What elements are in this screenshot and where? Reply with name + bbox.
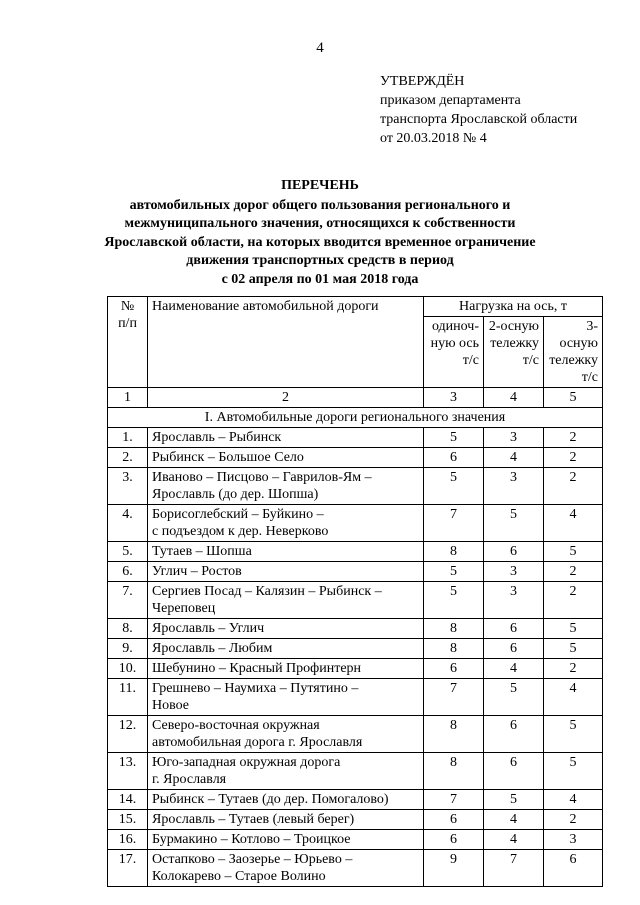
- load-single-axle: 6: [424, 810, 484, 830]
- heading-line: с 02 апреля по 01 мая 2018 года: [221, 271, 419, 287]
- header-two-axle-bogie: 2-осную тележку т/с: [484, 317, 544, 388]
- road-name-line: Ярославль (до дер. Шопша): [152, 487, 319, 502]
- approval-line: УТВЕРЖДЁН: [380, 74, 465, 89]
- approval-block: [380, 72, 630, 148]
- load-three-axle: 2: [544, 659, 603, 679]
- approval-line: приказом департамента: [380, 93, 521, 108]
- load-two-axle: 5: [484, 505, 544, 542]
- header-single-axle: одиноч- ную ось т/с: [424, 317, 484, 388]
- row-number: 11.: [108, 679, 148, 716]
- row-number: 7.: [108, 582, 148, 619]
- road-name-line: Остапково – Заозерье – Юрьево –: [152, 852, 353, 867]
- road-name-line: Борисоглебский – Буйкино –: [152, 507, 324, 522]
- header-axle-load: Нагрузка на ось, т: [424, 297, 603, 317]
- road-name-line: Ярославль – Углич: [152, 621, 265, 636]
- page-number: 4: [316, 40, 324, 56]
- road-name: [148, 468, 424, 505]
- index-cell: 4: [484, 388, 544, 408]
- road-name-line: Иваново – Писцово – Гаврилов-Ям –: [152, 470, 372, 485]
- road-name: [148, 639, 424, 659]
- road-name: [148, 679, 424, 716]
- load-two-axle: 4: [484, 659, 544, 679]
- table-row: [108, 562, 603, 582]
- load-three-axle: 2: [544, 582, 603, 619]
- row-number: 16.: [108, 830, 148, 850]
- road-name-line: Новое: [152, 698, 190, 713]
- row-number: 13.: [108, 753, 148, 790]
- row-number: 9.: [108, 639, 148, 659]
- approval-line: транспорта Ярославской области: [380, 112, 578, 127]
- table-row: [108, 850, 603, 887]
- road-name: [148, 428, 424, 448]
- load-two-axle: 4: [484, 830, 544, 850]
- road-name-line: Колокарево – Старое Волино: [152, 869, 326, 884]
- road-name-line: с подъездом к дер. Неверково: [152, 524, 329, 539]
- load-single-axle: 7: [424, 505, 484, 542]
- table-row: [108, 619, 603, 639]
- load-single-axle: 6: [424, 448, 484, 468]
- road-name-line: Рыбинск – Тутаев (до дер. Помогалово): [152, 792, 389, 807]
- load-three-axle: 2: [544, 428, 603, 448]
- document-heading: [40, 177, 600, 289]
- load-three-axle: 5: [544, 753, 603, 790]
- section-heading: I. Автомобильные дороги регионального значения: [108, 408, 603, 428]
- road-name-line: Бурмакино – Котлово – Троицкое: [152, 832, 351, 847]
- load-two-axle: 4: [484, 810, 544, 830]
- road-name: [148, 753, 424, 790]
- load-two-axle: 6: [484, 619, 544, 639]
- road-name-line: автомобильная дорога г. Ярославля: [152, 735, 363, 750]
- road-name: [148, 830, 424, 850]
- load-single-axle: 5: [424, 582, 484, 619]
- load-two-axle: 7: [484, 850, 544, 887]
- load-single-axle: 6: [424, 659, 484, 679]
- load-three-axle: 3: [544, 830, 603, 850]
- load-single-axle: 7: [424, 790, 484, 810]
- row-number: 14.: [108, 790, 148, 810]
- row-number: 17.: [108, 850, 148, 887]
- table-row: [108, 830, 603, 850]
- row-number: 5.: [108, 542, 148, 562]
- row-number: 8.: [108, 619, 148, 639]
- table-row: [108, 716, 603, 753]
- road-name-line: г. Ярославля: [152, 772, 227, 787]
- road-name: [148, 542, 424, 562]
- approval-line: от 20.03.2018 № 4: [380, 131, 487, 146]
- row-number: 4.: [108, 505, 148, 542]
- road-name-line: Тутаев – Шопша: [152, 544, 252, 559]
- load-three-axle: 4: [544, 505, 603, 542]
- load-single-axle: 8: [424, 753, 484, 790]
- load-two-axle: 6: [484, 542, 544, 562]
- road-name-line: Череповец: [152, 601, 216, 616]
- road-name-line: Ярославль – Любим: [152, 641, 273, 656]
- table-row: [108, 505, 603, 542]
- road-name-line: Северо-восточная окружная: [152, 718, 320, 733]
- road-name: [148, 850, 424, 887]
- load-three-axle: 2: [544, 562, 603, 582]
- table-row: [108, 790, 603, 810]
- road-name: [148, 562, 424, 582]
- road-name-line: Шебунино – Красный Профинтерн: [152, 661, 362, 676]
- load-two-axle: 5: [484, 679, 544, 716]
- table-row: [108, 582, 603, 619]
- table-row: [108, 468, 603, 505]
- table-row: [108, 542, 603, 562]
- road-name-line: Сергиев Посад – Калязин – Рыбинск –: [152, 584, 382, 599]
- road-name-line: Рыбинск – Большое Село: [152, 450, 304, 465]
- heading-line: автомобильных дорог общего пользования регионального и: [129, 197, 511, 213]
- row-number: 1.: [108, 428, 148, 448]
- load-two-axle: 6: [484, 716, 544, 753]
- row-number: 12.: [108, 716, 148, 753]
- load-single-axle: 8: [424, 542, 484, 562]
- index-cell: 1: [108, 388, 148, 408]
- index-cell: 3: [424, 388, 484, 408]
- load-three-axle: 5: [544, 716, 603, 753]
- table-row: [108, 753, 603, 790]
- load-two-axle: 3: [484, 562, 544, 582]
- load-single-axle: 8: [424, 639, 484, 659]
- load-three-axle: 4: [544, 679, 603, 716]
- load-single-axle: 8: [424, 619, 484, 639]
- load-single-axle: 5: [424, 428, 484, 448]
- load-two-axle: 3: [484, 582, 544, 619]
- load-two-axle: 6: [484, 639, 544, 659]
- load-three-axle: 2: [544, 448, 603, 468]
- road-name: [148, 619, 424, 639]
- table-row: [108, 428, 603, 448]
- load-three-axle: 5: [544, 639, 603, 659]
- road-rows: [108, 428, 603, 887]
- load-single-axle: 9: [424, 850, 484, 887]
- road-name: [148, 505, 424, 542]
- load-single-axle: 7: [424, 679, 484, 716]
- row-number: 2.: [108, 448, 148, 468]
- load-three-axle: 2: [544, 468, 603, 505]
- heading-line: межмуниципального значения, относящихся к собственности: [124, 216, 516, 231]
- heading-line: Ярославской области, на которых вводится временное ограничение: [104, 234, 536, 250]
- road-name-line: Грешнево – Наумиха – Путятино –: [152, 681, 359, 696]
- index-cell: 5: [544, 388, 603, 408]
- row-number: 10.: [108, 659, 148, 679]
- road-name: [148, 810, 424, 830]
- table-row: [108, 639, 603, 659]
- load-two-axle: 3: [484, 468, 544, 505]
- document-title: ПЕРЕЧЕНЬ: [281, 178, 359, 193]
- heading-line: движения транспортных средств в период: [186, 253, 454, 268]
- load-two-axle: 4: [484, 448, 544, 468]
- road-name: [148, 790, 424, 810]
- load-single-axle: 5: [424, 468, 484, 505]
- load-two-axle: 5: [484, 790, 544, 810]
- road-name-line: Углич – Ростов: [152, 564, 242, 579]
- table-row: [108, 659, 603, 679]
- load-three-axle: 5: [544, 542, 603, 562]
- road-name-line: Ярославль – Тутаев (левый берег): [152, 812, 355, 827]
- load-three-axle: 2: [544, 810, 603, 830]
- roads-table: [107, 296, 603, 887]
- load-two-axle: 6: [484, 753, 544, 790]
- road-name: [148, 659, 424, 679]
- header-number: № п/п: [108, 297, 148, 388]
- road-name-line: Ярославль – Рыбинск: [152, 430, 282, 445]
- header-three-axle-bogie: 3-осную тележку т/с: [544, 317, 603, 388]
- load-single-axle: 8: [424, 716, 484, 753]
- header-road-name: Наименование автомобильной дороги: [148, 297, 424, 388]
- table-row: [108, 679, 603, 716]
- load-single-axle: 6: [424, 830, 484, 850]
- road-name-line: Юго-западная окружная дорога: [152, 755, 341, 770]
- load-three-axle: 6: [544, 850, 603, 887]
- load-three-axle: 4: [544, 790, 603, 810]
- table-row: [108, 810, 603, 830]
- table-row: [108, 448, 603, 468]
- load-two-axle: 3: [484, 428, 544, 448]
- index-cell: 2: [148, 388, 424, 408]
- load-three-axle: 5: [544, 619, 603, 639]
- row-number: 15.: [108, 810, 148, 830]
- column-index-row: [108, 388, 603, 408]
- load-single-axle: 5: [424, 562, 484, 582]
- road-name: [148, 582, 424, 619]
- row-number: 3.: [108, 468, 148, 505]
- road-name: [148, 716, 424, 753]
- row-number: 6.: [108, 562, 148, 582]
- road-name: [148, 448, 424, 468]
